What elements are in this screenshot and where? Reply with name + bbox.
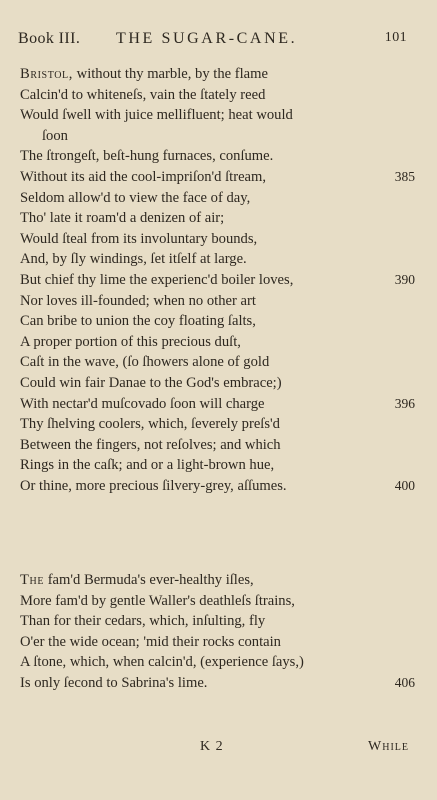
verse-line: [20, 64, 415, 85]
verse-line: [20, 673, 415, 694]
verse-line: [20, 291, 415, 312]
verse-line: [20, 105, 415, 126]
verse-line: [20, 126, 415, 147]
signature-mark: K 2: [200, 739, 224, 754]
line-number: 396: [394, 395, 415, 411]
line-number: 406: [394, 674, 415, 690]
verse-text: Can bribe to union the coy floating ſalts,: [20, 313, 256, 330]
verse-line: [20, 270, 415, 291]
verse-line: [20, 311, 415, 332]
verse-text: Could win fair Danae to the God's embrace;): [20, 374, 282, 391]
book-label: Book III.: [18, 30, 81, 47]
verse-text: Seldom allow'd to view the face of day,: [20, 189, 251, 206]
verse-line: [20, 229, 415, 250]
verse-line: [20, 611, 415, 632]
verse-line: [20, 652, 415, 673]
running-header: [18, 30, 407, 52]
verse-text: Would ſteal from its involuntary bounds,: [20, 230, 258, 247]
verse-line: [20, 352, 415, 373]
verse-line: [20, 373, 415, 394]
verse-lead-word: Bristol,: [20, 66, 74, 82]
page-number: 101: [384, 30, 407, 45]
verse-line: [20, 591, 415, 612]
verse-lead-word: The: [20, 572, 45, 588]
verse-text: O'er the wide ocean; 'mid their rocks contain: [20, 633, 281, 650]
verse-text: And, by ſly windings, ſet itſelf at large.: [20, 251, 247, 268]
verse-text: Nor loves ill-founded; when no other art: [20, 292, 256, 309]
stanza-1: [20, 64, 415, 496]
verse-line: [20, 208, 415, 229]
verse-text: Or thine, more precious ſilvery-grey, aſſumes.: [20, 477, 287, 494]
line-number: 390: [394, 271, 415, 287]
verse-text: The ſtrongeſt, beſt-hung furnaces, conſume.: [20, 148, 274, 165]
verse-line: [20, 570, 415, 591]
verse-text: A ſtone, which, when calcin'd, (experience ſays,): [20, 654, 304, 671]
verse-line: [20, 188, 415, 209]
verse-text: without thy marble, by the flame: [73, 66, 268, 82]
verse-line: [20, 632, 415, 653]
verse-text: ſoon: [42, 127, 68, 144]
verse-line: [20, 332, 415, 353]
line-number: 400: [394, 477, 415, 493]
verse-text: Rings in the caſk; and or a light-brown hue,: [20, 457, 275, 474]
verse-text: Calcin'd to whiteneſs, vain the ſtately reed: [20, 86, 266, 103]
verse-line: [20, 146, 415, 167]
catchword: While: [368, 739, 409, 754]
verse-text: Than for their cedars, which, inſulting, fly: [20, 613, 266, 630]
line-number: 385: [394, 168, 415, 184]
verse-text: Without its aid the cool-impriſon'd ſtream,: [20, 168, 267, 185]
verse-line: [20, 435, 415, 456]
verse-line: [20, 249, 415, 270]
verse-text: Is only ſecond to Sabrina's lime.: [20, 674, 208, 691]
verse-text: fam'd Bermuda's ever-healthy iſles,: [44, 572, 254, 588]
verse-line: [20, 394, 415, 415]
running-title: THE SUGAR-CANE.: [116, 30, 298, 47]
verse-line: [20, 414, 415, 435]
verse-text: A proper portion of this precious duſt,: [20, 333, 241, 350]
verse-line: [20, 167, 415, 188]
verse-text: Would ſwell with juice mellifluent; heat would: [20, 107, 293, 124]
verse-text: Tho' late it roam'd a denizen of air;: [20, 210, 225, 227]
verse-line: [20, 85, 415, 106]
verse-text: Thy ſhelving coolers, which, ſeverely preſs'd: [20, 416, 280, 433]
verse-line: [20, 476, 415, 497]
verse-text: With nectar'd muſcovado ſoon will charge: [20, 395, 265, 412]
verse-text: More fam'd by gentle Waller's deathleſs ſtrains,: [20, 592, 295, 609]
verse-line: [20, 455, 415, 476]
verse-text: Between the fingers, not reſolves; and which: [20, 436, 281, 453]
verse-text: Caſt in the wave, (ſo ſhowers alone of gold: [20, 354, 270, 371]
stanza-2: [20, 570, 415, 694]
verse-text: But chief thy lime the experienc'd boiler loves,: [20, 271, 294, 288]
